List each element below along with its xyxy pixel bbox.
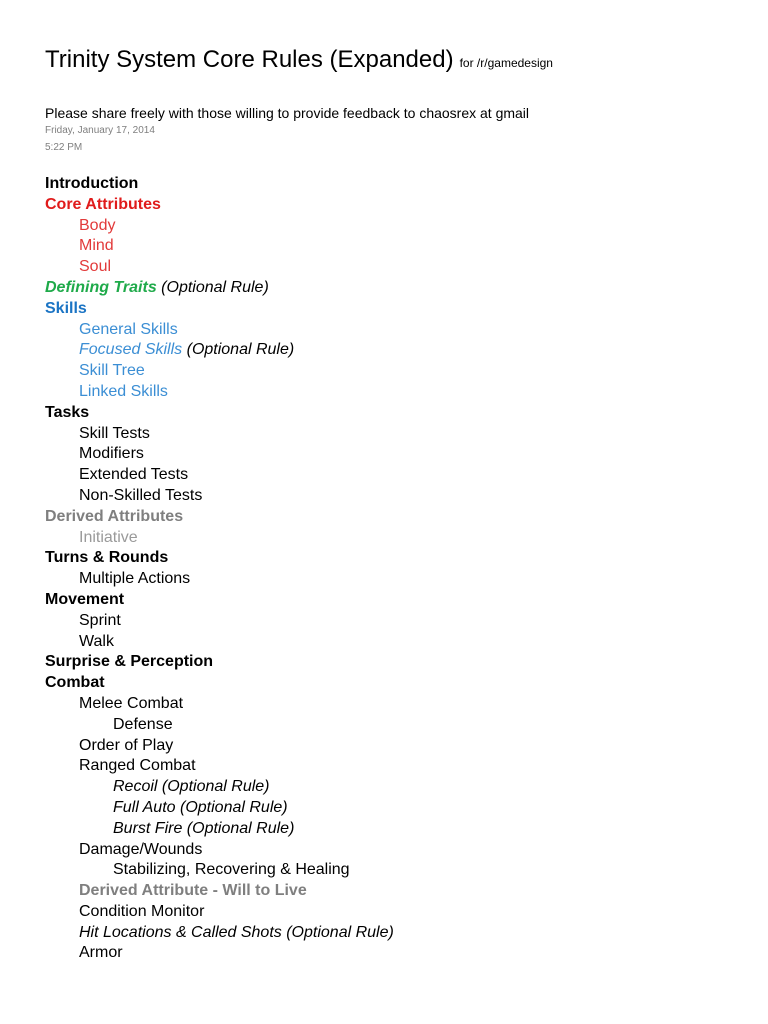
toc-item-walk: Walk bbox=[79, 632, 114, 650]
toc-item-ranged-combat: Ranged Combat bbox=[79, 757, 196, 775]
toc-item-extended-tests: Extended Tests bbox=[79, 466, 189, 484]
optional-rule-note: (Optional Rule) bbox=[186, 341, 295, 359]
toc-item-derived-attributes: Derived Attributes bbox=[45, 507, 184, 525]
toc-item-sprint: Sprint bbox=[79, 611, 121, 629]
toc-item-multiple-actions: Multiple Actions bbox=[79, 570, 191, 588]
toc-item-stabilizing: Stabilizing, Recovering & Healing bbox=[113, 861, 350, 879]
toc-item-defining-traits: Defining Traits (Optional Rule) bbox=[45, 278, 269, 296]
toc-item-tasks: Tasks bbox=[45, 403, 90, 421]
toc-item-skill-tree: Skill Tree bbox=[79, 362, 145, 380]
toc-item-movement: Movement bbox=[45, 590, 125, 608]
share-note: Please share freely with those willing to provide feedback to chaosrex at gmail bbox=[45, 105, 530, 121]
toc-item-burst-fire: Burst Fire (Optional Rule) bbox=[113, 819, 295, 837]
toc-item-modifiers: Modifiers bbox=[79, 445, 144, 463]
page-title bbox=[45, 46, 553, 74]
title-text: Trinity System Core Rules (Expanded) bbox=[45, 46, 454, 73]
toc-item-defense: Defense bbox=[113, 715, 173, 733]
toc-item-linked-skills: Linked Skills bbox=[79, 382, 168, 400]
toc-item-general-skills: General Skills bbox=[79, 320, 178, 338]
toc-item-skills: Skills bbox=[45, 299, 87, 317]
toc-item-focused-skills: Focused Skills (Optional Rule) bbox=[79, 341, 295, 359]
toc-item-hit-locations: Hit Locations & Called Shots (Optional Rule) bbox=[79, 923, 394, 941]
toc-item-order-of-play: Order of Play bbox=[79, 736, 174, 754]
toc-item-soul: Soul bbox=[79, 258, 112, 276]
toc-item-damage-wounds: Damage/Wounds bbox=[79, 840, 203, 858]
toc-item-melee-combat: Melee Combat bbox=[79, 694, 184, 712]
toc-item-body: Body bbox=[79, 216, 116, 234]
time-stamp: 5:22 PM bbox=[45, 142, 83, 153]
toc-item-combat: Combat bbox=[45, 674, 105, 692]
table-of-contents bbox=[45, 174, 745, 964]
toc-item-surprise-perception: Surprise & Perception bbox=[45, 653, 214, 671]
toc-item-armor: Armor bbox=[79, 944, 123, 962]
toc-item-non-skilled-tests: Non-Skilled Tests bbox=[79, 486, 203, 504]
toc-item-initiative: Initiative bbox=[79, 528, 138, 546]
toc-item-recoil: Recoil (Optional Rule) bbox=[113, 778, 270, 796]
toc-item-turns-rounds: Turns & Rounds bbox=[45, 549, 169, 567]
toc-item-will-to-live: Derived Attribute - Will to Live bbox=[79, 882, 307, 900]
toc-item-condition-monitor: Condition Monitor bbox=[79, 902, 205, 920]
toc-item-core-attributes: Core Attributes bbox=[45, 195, 161, 213]
toc-item-introduction: Introduction bbox=[45, 175, 139, 192]
date-stamp: Friday, January 17, 2014 bbox=[45, 125, 155, 136]
title-subtitle: for /r/gamedesign bbox=[459, 56, 553, 70]
toc-item-mind: Mind bbox=[79, 237, 114, 255]
optional-rule-note: (Optional Rule) bbox=[161, 278, 269, 296]
toc-item-skill-tests: Skill Tests bbox=[79, 424, 150, 442]
toc-item-full-auto: Full Auto (Optional Rule) bbox=[113, 798, 288, 816]
